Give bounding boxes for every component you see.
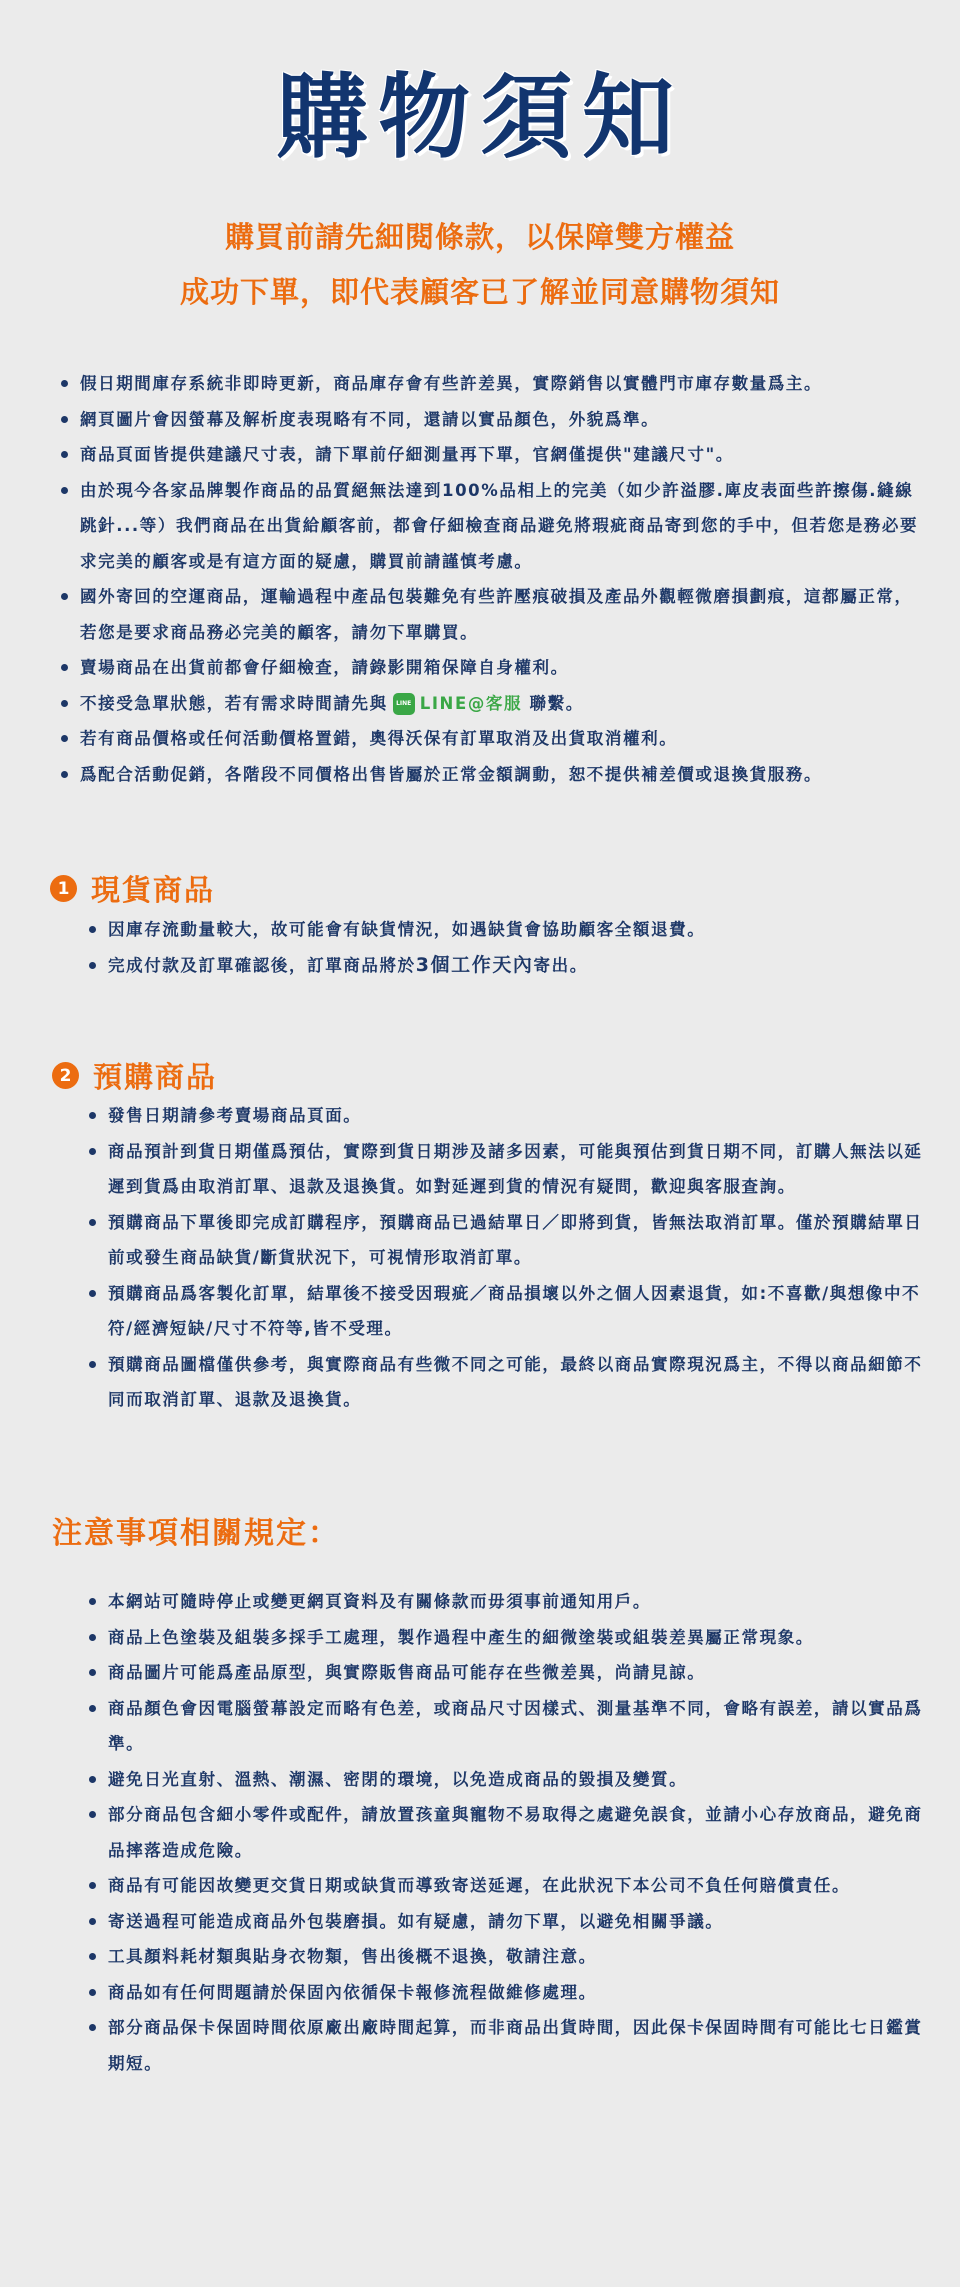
section-title: 預購商品 [93,1060,218,1094]
payment-text: 完成付款及訂單確認後，訂單商品將於 [108,955,416,975]
list-item: 國外寄回的空運商品，運輸過程中產品包裝難免有些許壓痕破損及產品外觀輕微磨損劃痕，這都屬正常，若您是要求商品務必完美的顧客，請勿下單購買。 [80,579,920,650]
in-stock-list [108,912,928,983]
list-item: 避免日光直射、溫熱、潮濕、密閉的環境，以免造成商品的毀損及變質。 [108,1762,938,1798]
urgent-text-end: 聯繫。 [529,693,584,713]
shipping-days-emphasis: 3個工作天內 [415,953,534,976]
list-item: 本網站可隨時停止或變更網頁資料及有關條款而毋須事前通知用戶。 [108,1584,938,1620]
notice-heading: 注意事項相關規定： [52,1516,340,1551]
list-item: 寄送過程可能造成商品外包裝磨損。如有疑慮，請勿下單，以避免相關爭議。 [108,1904,938,1940]
list-item: 部分商品包含細小零件或配件，請放置孩童與寵物不易取得之處避免誤食，並請小心存放商品，避免商品摔落造成危險。 [108,1797,938,1868]
subtitle-line-1: 購買前請先細閱條款，以保障雙方權益 [224,220,735,254]
urgent-text: 不接受急單狀態，若有需求時間請先與 [80,693,388,713]
list-item: 商品頁面皆提供建議尺寸表，請下單前仔細測量再下單，官網僅提供"建議尺寸"。 [80,437,920,473]
list-item: 預購商品爲客製化訂單，結單後不接受因瑕疵／商品損壞以外之個人因素退貨，如:不喜歡/與想像中不符/經濟短缺/尺寸不符等,皆不受理。 [108,1276,938,1347]
section-title: 現貨商品 [91,873,216,907]
list-item: 賣場商品在出貨前都會仔細檢查，請錄影開箱保障自身權利。 [80,650,920,686]
list-item: 商品顏色會因電腦螢幕設定而略有色差，或商品尺寸因樣式、測量基準不同，會略有誤差，請以實品爲準。 [108,1691,938,1762]
list-item: 工具顏料耗材類與貼身衣物類，售出後概不退換，敬請注意。 [108,1939,938,1975]
subtitle-line-2: 成功下單，即代表顧客已了解並同意購物須知 [179,275,780,309]
line-customer-service-link[interactable]: LINE@客服 [419,693,523,713]
section-number-badge: 2 [52,1062,79,1089]
list-item: 發售日期請參考賣場商品頁面。 [108,1098,938,1134]
list-item: 商品圖片可能爲產品原型，與實際販售商品可能存在些微差異，尚請見諒。 [108,1655,938,1691]
intro-list [80,366,920,792]
list-item: 部分商品保卡保固時間依原廠出廠時間起算，而非商品出貨時間，因此保卡保固時間有可能比七日鑑賞期短。 [108,2010,938,2081]
list-item: 由於現今各家品牌製作商品的品質絕無法達到100%品相上的完美（如少許溢膠.庳皮表面些許擦傷.縫線跳針...等）我們商品在出貨給顧客前，都會仔細檢查商品避免將瑕疵商品寄到您的手中，但若您是務必要求完美的顧客或是有這方面的疑慮，購買前請謹慎考慮。 [80,473,920,580]
urgent-order-item [80,686,920,722]
section-heading-in-stock [50,868,215,909]
payment-item [108,948,928,984]
list-item: 因庫存流動量較大，故可能會有缺貨情況，如遇缺貨會協助顧客全額退費。 [108,912,928,948]
section-number-badge: 1 [50,875,77,902]
preorder-list [108,1098,938,1418]
page-title: 購物須知 [275,64,684,171]
list-item: 若有商品價格或任何活動價格置錯，奧得沃保有訂單取消及出貨取消權利。 [80,721,920,757]
payment-text-end: 寄出。 [533,955,588,975]
list-item: 網頁圖片會因螢幕及解析度表現略有不同，還請以實品顏色，外貌爲準。 [80,402,920,438]
list-item: 假日期間庫存系統非即時更新，商品庫存會有些許差異，實際銷售以實體門市庫存數量爲主。 [80,366,920,402]
list-item: 預購商品圖檔僅供參考，與實際商品有些微不同之可能，最終以商品實際現況爲主，不得以商品細節不同而取消訂單、退款及退換貨。 [108,1347,938,1418]
list-item: 商品如有任何問題請於保固內依循保卡報修流程做維修處理。 [108,1975,938,2011]
line-icon: LINE [393,693,415,715]
list-item: 商品預計到貨日期僅爲預估，實際到貨日期涉及諸多因素，可能與預估到貨日期不同，訂購人無法以延遲到貨爲由取消訂單、退款及退換貨。如對延遲到貨的情況有疑問，歡迎與客服查詢。 [108,1134,938,1205]
list-item: 商品上色塗裝及組裝多採手工處理，製作過程中產生的細微塗裝或組裝差異屬正常現象。 [108,1620,938,1656]
notice-list [108,1584,938,2081]
list-item: 爲配合活動促銷，各階段不同價格出售皆屬於正常金額調動，恕不提供補差價或退換貨服務。 [80,757,920,793]
list-item: 商品有可能因故變更交貨日期或缺貨而導致寄送延遲，在此狀況下本公司不負任何賠償責任。 [108,1868,938,1904]
list-item: 預購商品下單後即完成訂購程序，預購商品已過結單日／即將到貨，皆無法取消訂單。僅於預購結單日前或發生商品缺貨/斷貨狀況下，可視情形取消訂單。 [108,1205,938,1276]
section-heading-preorder [52,1055,217,1096]
